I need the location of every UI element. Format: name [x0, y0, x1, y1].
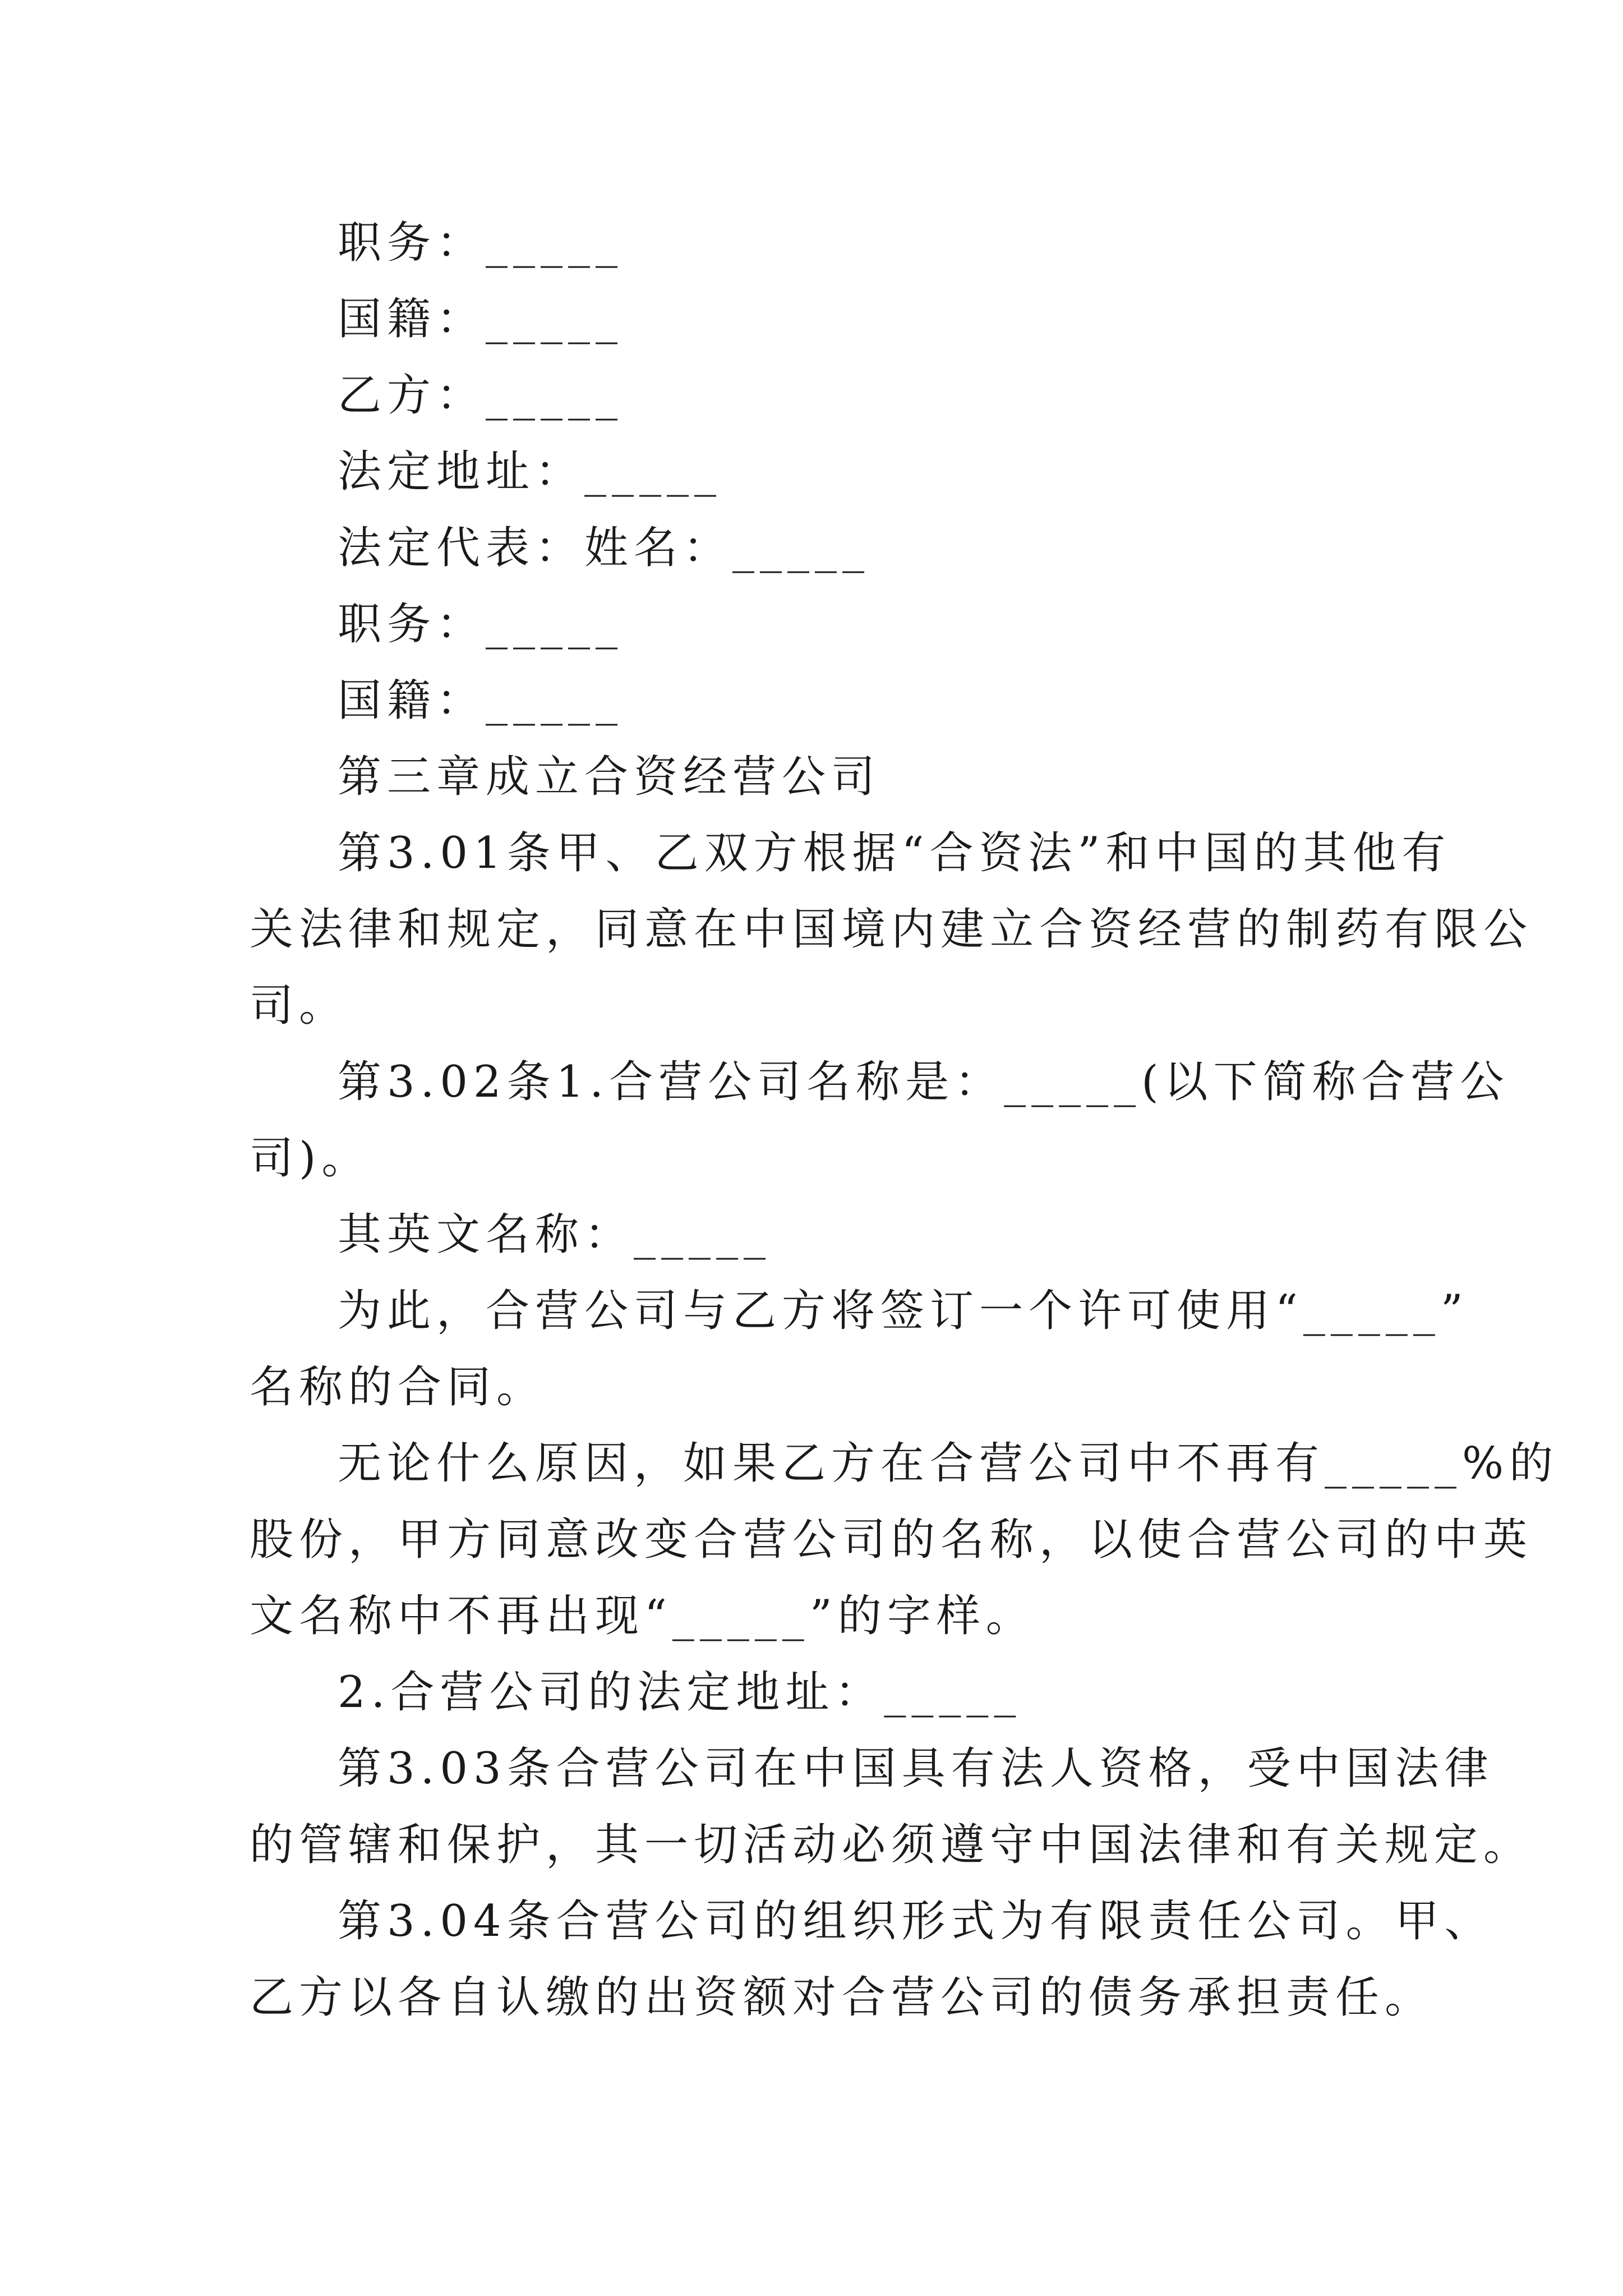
text-line: 为此，合营公司与乙方将签订一个许可使用“_____” [338, 1286, 1469, 1336]
text-line: 2.合营公司的法定地址：_____ [338, 1667, 1022, 1718]
chapter-heading: 第三章成立合资经营公司 [338, 752, 881, 802]
text-line: 国籍：_____ [338, 294, 624, 344]
text-line: 其英文名称：_____ [338, 1209, 772, 1260]
text-line: 无论什么原因，如果乙方在合营公司中不再有_____%的 [338, 1438, 1559, 1489]
text-line: 司)。 [250, 1133, 371, 1184]
text-line: 关法律和规定，同意在中国境内建立合资经营的制药有限公 [250, 904, 1533, 955]
text-line: 第3.01条甲、乙双方根据“合资法”和中国的其他有 [338, 828, 1451, 878]
text-line: 国籍：_____ [338, 675, 624, 726]
text-line: 的管辖和保护，其一切活动必须遵守中国法律和有关规定。 [250, 1820, 1533, 1870]
text-line: 职务：_____ [338, 599, 624, 650]
text-line: 股份，甲方同意改变合营公司的名称，以使合营公司的中英 [250, 1515, 1533, 1565]
text-line: 第3.04条合营公司的组织形式为有限责任公司。甲、 [338, 1896, 1494, 1947]
text-line: 法定代表：姓名：_____ [338, 523, 870, 573]
text-line: 乙方：_____ [338, 370, 624, 421]
text-line: 法定地址：_____ [338, 447, 722, 497]
document-body [250, 205, 1559, 2036]
text-line: 第3.03条合营公司在中国具有法人资格，受中国法律 [338, 1743, 1494, 1794]
text-line: 乙方以各自认缴的出资额对合营公司的债务承担责任。 [250, 1972, 1435, 2023]
text-line: 文名称中不再出现“_____”的字样。 [250, 1591, 1035, 1641]
text-line: 名称的合同。 [250, 1362, 546, 1412]
text-line: 司。 [250, 981, 349, 1031]
text-line: 第3.02条1.合营公司名称是：_____(以下简称合营公 [338, 1057, 1510, 1107]
text-line: 职务：_____ [338, 218, 624, 268]
